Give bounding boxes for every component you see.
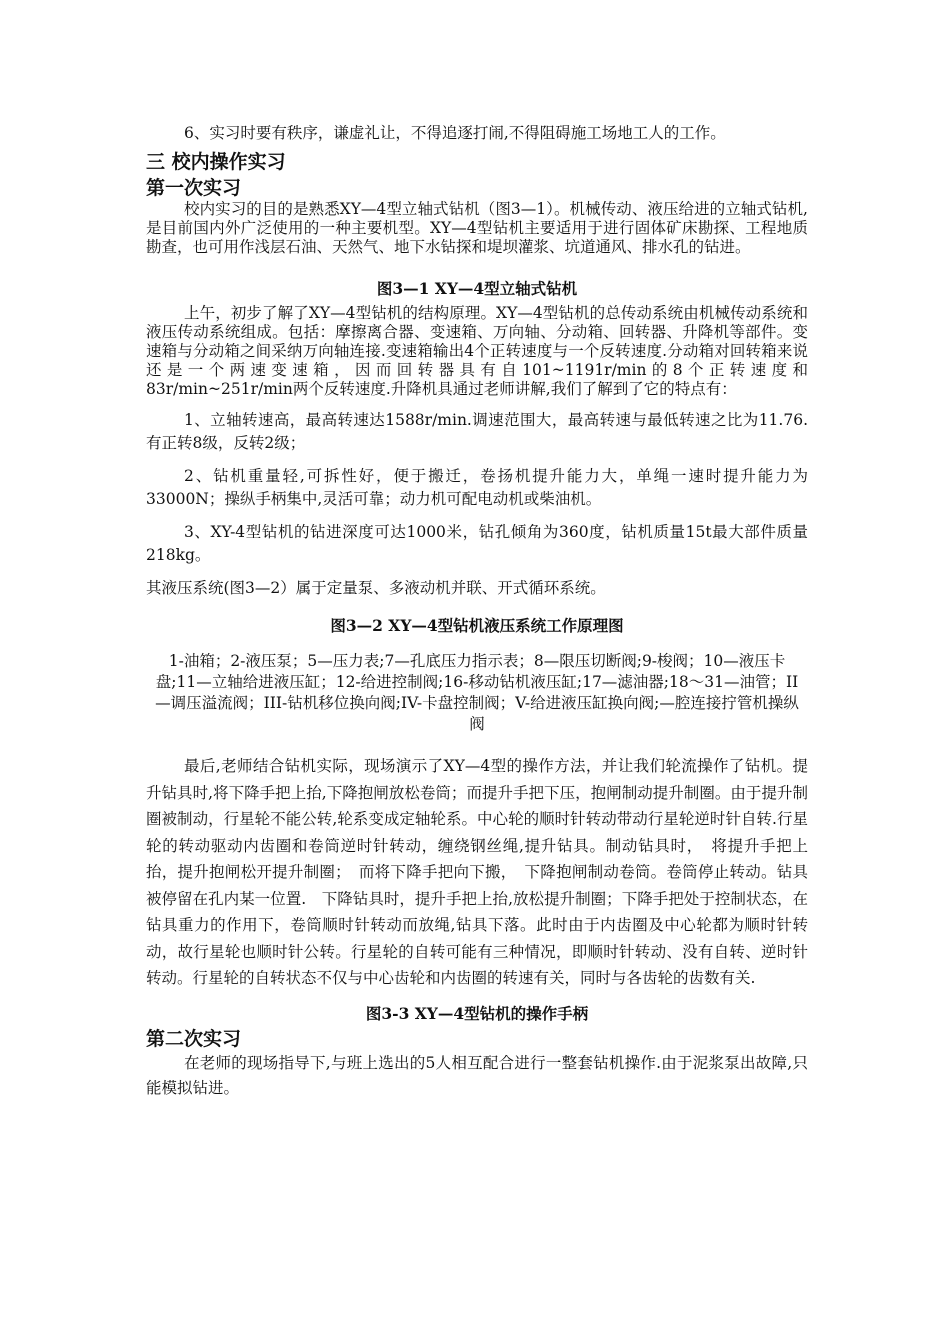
document-page (146, 122, 808, 1101)
figure-caption-3-3: 图3-3 XY—4型钻机的操作手柄 (365, 1003, 589, 1023)
paragraph-feature-3: 3、XY-4型钻机的钻进深度可达1000米，钻孔倾角为360度，钻机质量15t最大部件质量218kg。 (146, 523, 808, 564)
paragraph-operation: 最后,老师结合钻机实际，现场演示了XY—4型的操作方法，并让我们轮流操作了钻机。提升钻具时,将下降手把上抬,下降抱闸放松卷筒；而提升手把下压，抱闸制动提升制圈。由于提升制圈被制动，行星轮不能公转,轮系变成定轴轮系。中心轮的顺时针转动带动行星轮逆时针自转.行星轮的转动驱动内齿圈和卷筒逆时针转动，缠绕钢丝绳,提升钻具。制动钻具时， 将提升手把上抬，提升抱闸松开提升制圈； 而将下降手把向下搬， 下降抱闸制动卷筒。卷筒停止转动。钻具被停留在孔内某一位置. 下降钻具时，提升手把上抬,放松提升制圈；下降手把处于控制状态，在钻具重力的作用下，卷筒顺时针转动而放绳,钻具下落。此时由于内齿圈及中心轮都为顺时针转动，故行星轮也顺时针公转。行星轮的自转可能有三种情况，即顺时针转动、没有自转、逆时针转动。行星轮的自转状态不仅与中心齿轮和内齿圈的转速有关，同时与各齿轮的齿数有关. (146, 757, 808, 987)
paragraph-feature-2: 2、钻机重量轻,可拆性好，便于搬迁，卷扬机提升能力大，单绳一速时提升能力为33000N；操纵手柄集中,灵活可靠；动力机可配电动机或柴油机。 (146, 467, 808, 508)
paragraph-feature-1: 1、立轴转速高，最高转速达1588r/min.调速范围大，最高转速与最低转速之比为11.76.有正转8级，反转2级； (146, 411, 808, 452)
paragraph-structure: 上午，初步了解了XY—4型钻机的结构原理。XY—4型钻机的总传动系统由机械传动系统和液压传动系统组成。包括：摩擦离合器、变速箱、万向轴、分动箱、回转器、升降机等部件。变速箱与分动箱之间采纳万向轴连接.变速箱输出4个正转速度与一个反转速度.分动箱对回转箱来说还是一个两速变速箱，因而回转器具有自101~1191r/min的8个正转速度和83r/min~251r/min两个反转速度.升降机具通过老师讲解,我们了解到了它的特点有： (146, 304, 808, 398)
paragraph-rule-6: 6、实习时要有秩序，谦虚礼让，不得追逐打闹,不得阻碍施工场地工人的工作。 (184, 124, 726, 142)
paragraph-hydraulic: 其液压系统(图3—2）属于定量泵、多液动机并联、开式循环系统。 (146, 579, 606, 597)
paragraph-second-practice: 在老师的现场指导下,与班上选出的5人相互配合进行一整套钻机操作.由于泥浆泵出故障,只能模拟钻进。 (146, 1053, 808, 1097)
figure-legend-3-2: 1-油箱；2-液压泵；5—压力表;7—孔底压力指示表；8—限压切断阀;9-梭阀；10—液压卡盘;11—立轴给进液压缸；12-给进控制阀;16-移动钻机液压缸;17—滤油器;18～31—油管；II—调压溢流阀；III-钻机移位换向阀;IV-卡盘控制阀；V-给进液压缸换向阀;—腔连接拧管机操纵阀 (155, 652, 799, 733)
subsection-heading-second: 第二次实习 (146, 1027, 242, 1050)
figure-caption-3-1: 图3—1 XY—4型立轴式钻机 (376, 279, 578, 298)
section-heading: 三 校内操作实习 (146, 151, 286, 173)
paragraph-intro: 校内实习的目的是熟悉XY—4型立轴式钻机（图3—1）。机械传动、液压给进的立轴式钻机,是目前国内外广泛使用的一种主要机型。XY—4型钻机主要适用于进行固体矿床勘探、工程地质勘查，也可用作浅层石油、天然气、地下水钻探和堤坝灌浆、坑道通风、排水孔的钻进。 (146, 200, 808, 256)
figure-caption-3-2: 图3—2 XY—4型钻机液压系统工作原理图 (330, 616, 624, 635)
subsection-heading-first: 第一次实习 (146, 177, 242, 199)
